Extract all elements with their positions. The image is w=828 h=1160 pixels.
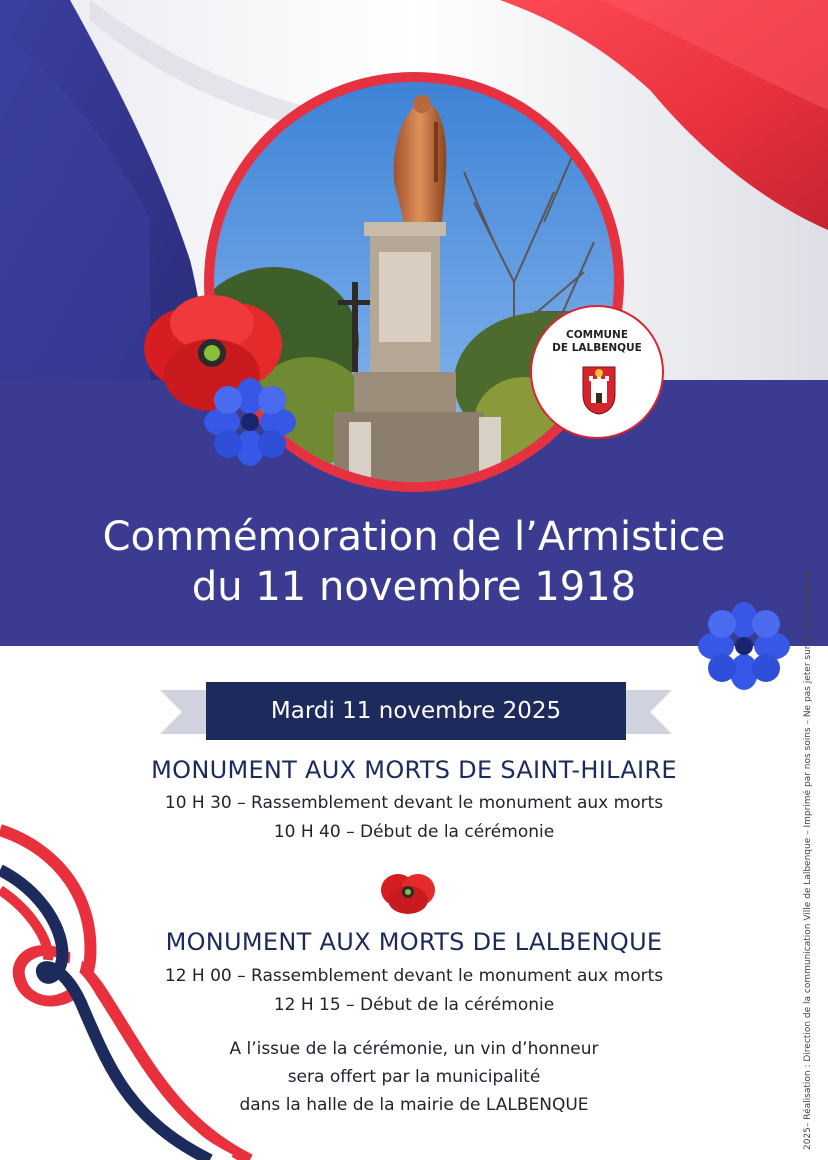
commune-logo xyxy=(530,305,664,439)
section-heading-lalbenque: MONUMENT AUX MORTS DE LALBENQUE xyxy=(165,928,663,956)
title-line-1: Commémoration de l’Armistice xyxy=(102,514,726,560)
cornflower-icon xyxy=(698,602,790,690)
coat-of-arms-icon xyxy=(581,365,617,415)
closing-line: dans la halle de la mairie de LALBENQUE xyxy=(239,1095,589,1115)
logo-line-1: COMMUNE xyxy=(565,329,628,341)
closing-line: sera offert par la municipalité xyxy=(287,1067,541,1087)
side-credit: 2025– Réalisation : Direction de la communication Ville de Lalbenque – Imprimé par nos soins – Ne pas jeter sur la voie publique xyxy=(803,570,813,1150)
logo-line-2: DE LALBENQUE xyxy=(552,342,642,354)
schedule-line: 10 H 40 – Début de la cérémonie xyxy=(273,822,555,842)
title-line-2: du 11 novembre 1918 xyxy=(191,564,637,610)
poppy-divider-icon xyxy=(380,868,436,916)
section-heading-saint-hilaire: MONUMENT AUX MORTS DE SAINT-HILAIRE xyxy=(151,756,677,784)
tricolor-ribbon xyxy=(0,820,260,1160)
schedule-line: 10 H 30 – Rassemblement devant le monument aux morts xyxy=(164,793,664,813)
page-title xyxy=(0,512,828,612)
date-banner: Mardi 11 novembre 2025 xyxy=(206,682,626,740)
schedule-line: 12 H 15 – Début de la cérémonie xyxy=(273,995,555,1015)
closing-line: A l’issue de la cérémonie, un vin d’honneur xyxy=(229,1039,599,1059)
schedule-line: 12 H 00 – Rassemblement devant le monument aux morts xyxy=(164,966,664,986)
cornflower-icon xyxy=(204,378,296,466)
